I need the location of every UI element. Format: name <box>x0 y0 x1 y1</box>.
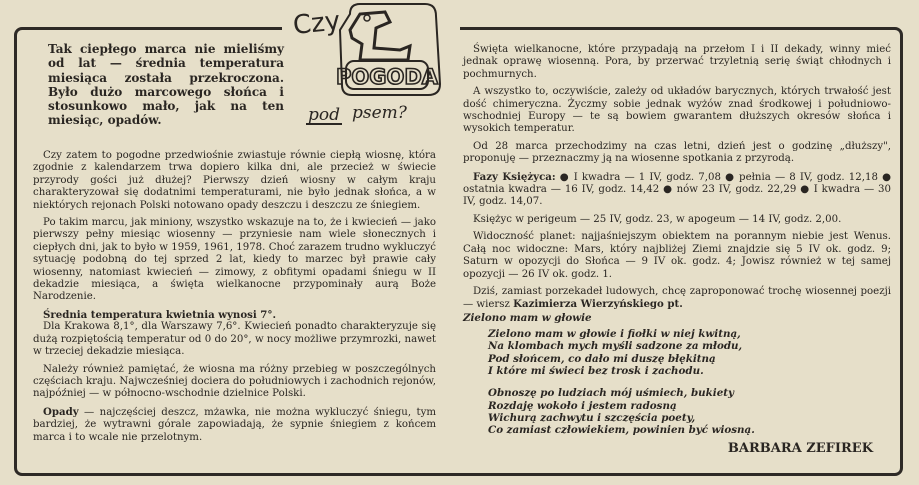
moon-phases-text: ● I kwadra — 1 IV, godz. 7,08 ● pełnia — 8 IV, godz. 12,18 ● ostatnia kwadra — 16 IV, godz. 14,42 ● nów 23 IV, godz. 22,29 ● I kwadra — 30 IV, godz. 14,07. <box>463 171 891 208</box>
poem-intro: Dziś, zamiast porzekadeł ludowych, chcę zaproponować trochę wiosennej poezji — wiersz <box>463 285 891 311</box>
logo-pogoda-text: POGODA <box>335 65 439 89</box>
moon-phases-label: Fazy Księżyca: <box>473 170 556 183</box>
left-column <box>33 150 436 449</box>
paragraph: A wszystko to, oczywiście, zależy od układów barycznych, których trwałość jest dość chimeryczna. Życzmy sobie jednak wyżów znad środkowej i południowo-wschodniej Europy — te są bowiem gwarantem dłuższych okresów słońca i wysokich temperatur. <box>463 86 891 135</box>
logo-psem-text: psem? <box>352 103 407 123</box>
poem-line: I które mi świeci bez trosk i zachodu. <box>488 365 704 378</box>
paragraph: Święta wielkanocne, które przypadają na przełom I i II dekady, winny mieć jednak oprawę wiosenną. Pora, by przerwać trzyletnią serię świąt chłodnych i pochmurnych. <box>463 44 891 80</box>
logo-pod-text: pod <box>308 105 340 125</box>
lead-paragraph: Tak ciepłego marca nie mieliśmy od lat — średnia temperatura miesiąca została przekroczona. Było dużo marcowego słońca i stosunkowo mało, jak na ten miesiąc, opadów. <box>48 42 284 128</box>
paragraph: Należy również pamiętać, że wiosna ma różny przebieg w poszczególnych częściach kraju. Najwcześniej dociera do południowych i zachodnich rejonów, najpóźniej — w północno-wschodnie dzielnice Polski. <box>33 363 436 400</box>
poem-stanza <box>488 387 891 436</box>
moon-phases <box>463 171 891 209</box>
paragraph: Księżyc w perigeum — 25 IV, godz. 23, w apogeum — 14 IV, godz. 2,00. <box>473 213 842 225</box>
paragraph <box>463 286 891 312</box>
poem-stanza <box>488 328 891 377</box>
opady-text: — najczęściej deszcz, mżawka, nie można wykluczyć śniegu, tym bardziej, że wytrawni górale zapowiadają, że sypnie śniegiem z końcem marca i to wcale nie przelotnym. <box>33 406 436 443</box>
paragraph: Widoczność planet: najjaśniejszym obiektem na porannym niebie jest Wenus. Całą noc widoczne: Mars, który najbliżej Ziemi znajdzie się 5 IV ok. godz. 9; Saturn w opozycji do Słońca — 9 IV ok. godz. 4; Jowisz również w tej samej opozycji — 26 IV ok. godz. 1. <box>463 231 891 280</box>
poem-line: Rozdaję wokoło i jestem radosną <box>488 399 677 412</box>
poem <box>488 328 891 436</box>
right-column <box>463 44 891 455</box>
poet-name: Kazimierza Wierzyńskiego pt. <box>513 298 683 311</box>
paragraph <box>33 406 436 444</box>
paragraph: Czy zatem to pogodne przedwiośnie zwiastuje równie ciepłą wiosnę, która zgodnie z kalendarzem trwa dopiero kilka dni, ale przecież w świecie przyrody gości już dłużej? Pierwszy dzień wiosny w całym kraju charakteryzował się dodatnimi temperaturami, nie było jednak słońca, a w niektórych rejonach Polski notowano opady deszczu i deszczu ze śniegiem. <box>33 150 436 211</box>
poem-title: Zielono mam w głowie <box>463 311 592 324</box>
author-signature: BARBARA ZEFIREK <box>727 440 873 456</box>
opady-label: Opady <box>43 405 79 418</box>
poem-line: Pod słońcem, co dało mi duszę błękitną <box>488 352 716 365</box>
paragraph: Od 28 marca przechodzimy na czas letni, dzień jest o godzinę „dłuższy", proponuję — przeznaczmy ją na wiosenne spotkania z przyrodą. <box>463 140 891 165</box>
logo-czy-text: Czy <box>291 6 342 41</box>
poem-line: Co zamiast człowiekiem, powinien być wiosną. <box>488 424 755 437</box>
poem-line: Na klombach mych myśli sadzone za młodu, <box>488 340 743 353</box>
pogoda-logo-illustration <box>290 0 470 140</box>
poem-line: Wichurą zachwytu i szczęścia poety, <box>488 411 696 424</box>
paragraph: Dla Krakowa 8,1°, dla Warszawy 7,6°. Kwiecień ponadto charakteryzuje się dużą rozpiętością temperatur od 0 do 20°, w nocy możliwe przymrozki, nawet w trzeciej dekadzie miesiąca. <box>33 321 436 358</box>
paragraph: Po takim marcu, jak miniony, wszystko wskazuje na to, że i kwiecień — jako pierwszy pełny miesiąc wiosenny — przyniesie nam wiele słonecznych i ciepłych dni, jak to było w 1959, 1961, 1978. Choć zarazem trudno wykluczyć sytuację podobną do tej sprzed 2 lat, kiedy to marzec był prawie cały wiosenny, natomiast kwiecień — zimowy, z obfitymi opadami śniegu w II dekadzie miesiąca, a święta wielkanocne przypominały aurą Boże Narodzenie. <box>33 217 436 303</box>
poem-line: Zielono mam w głowie i fiołki w niej kwitną, <box>488 328 741 341</box>
subheading: Średnia temperatura kwietnia wynosi 7°. <box>43 308 277 321</box>
poem-line: Obnoszę po ludziach mój uśmiech, bukiety <box>488 387 734 400</box>
